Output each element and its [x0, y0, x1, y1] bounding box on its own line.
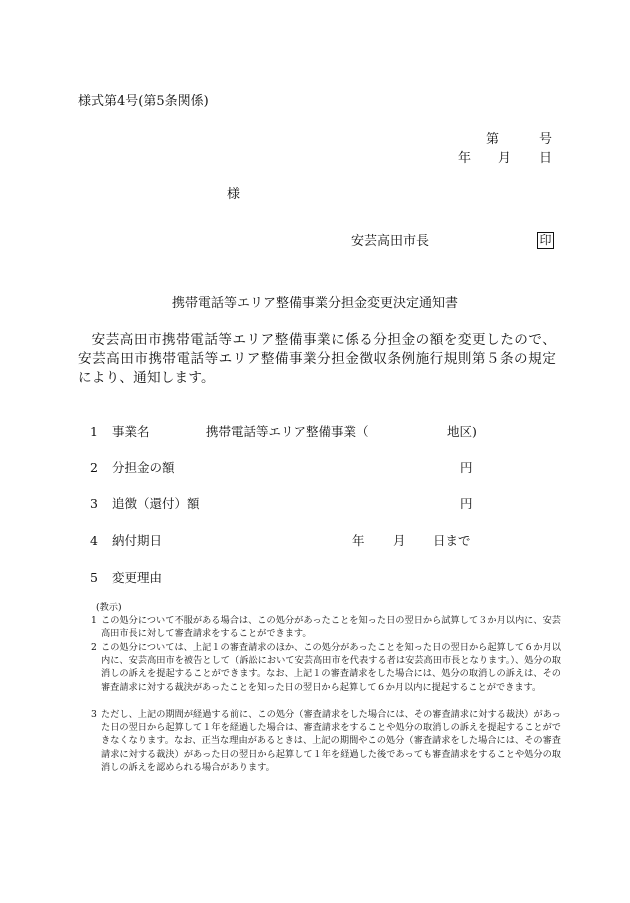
note-item [91, 641, 561, 694]
note-number: 3 [91, 709, 97, 720]
note-text: この処分については、上記１の審査請求のほか、この処分があったことを知った日の翌日から起算して６か月以内に、安芸高田市を被告として（訴訟において安芸高田市を代表する者は安芸高田市長となります。）、処分の取消しの訴えを提起することができます。なお、上記１の審査請求をした場合には、処分の取消しの訴えは、その審査請求に対する裁決があったことを知った日の翌日から起算して６か月以内に提起することができます。 [101, 642, 561, 693]
note-number: 1 [91, 615, 97, 626]
item-number: 3 [90, 496, 98, 511]
item-number: 4 [90, 533, 98, 548]
item-value: 携帯電話等エリア整備事業（ [206, 424, 369, 439]
note-item [91, 708, 561, 774]
date-year-label: 年 [458, 151, 472, 166]
item-suffix: 地区) [447, 424, 477, 439]
due-day-label: 日まで [433, 533, 471, 548]
item-number: 1 [90, 424, 98, 439]
body-paragraph: 安芸高田市携帯電話等エリア整備事業に係る分担金の額を変更したので、安芸高田市携帯電話等エリア整備事業分担金徴収条例施行規則第５条の規定により、通知します。 [78, 332, 556, 386]
document-number-prefix: 第 [486, 132, 500, 147]
item-label: 変更理由 [112, 570, 163, 585]
date-month-label: 月 [498, 151, 512, 166]
document-title: 携帯電話等エリア整備事業分担金変更決定通知書 [171, 296, 458, 311]
item-number: 2 [90, 460, 98, 475]
seal-mark: 印 [537, 232, 554, 249]
item-number: 5 [90, 570, 98, 585]
form-number: 様式第4号(第5条関係) [78, 94, 209, 109]
notes-heading: (教示) [96, 602, 122, 613]
item-label: 分担金の額 [112, 460, 175, 475]
note-number: 2 [91, 642, 97, 653]
document-number-suffix: 号 [538, 132, 552, 147]
note-item [91, 614, 561, 640]
item-label: 追徴（還付）額 [112, 496, 200, 511]
item-label: 事業名 [112, 424, 150, 439]
issuer-name: 安芸高田市長 [351, 234, 430, 249]
date-day-label: 日 [539, 151, 553, 166]
item-unit: 円 [460, 460, 473, 475]
note-text: ただし、上記の期間が経過する前に、この処分（審査請求をした場合には、その審査請求に対する裁決）があった日の翌日から起算して１年を経過した場合は、審査請求をすることや処分の取消しの訴えを提起することができなくなります。なお、正当な理由があるときは、上記の期間やこの処分（審査請求をした場合には、その審査請求に対する裁決）があった日の翌日から起算して１年を経過した後であっても審査請求をすることや処分の取消しの訴えを認められる場合があります。 [101, 709, 561, 773]
item-label: 納付期日 [112, 533, 163, 548]
item-unit: 円 [460, 496, 473, 511]
due-month-label: 月 [393, 533, 406, 548]
addressee-suffix: 様 [227, 187, 241, 202]
due-year-label: 年 [352, 533, 365, 548]
note-text: この処分について不服がある場合は、この処分があったことを知った日の翌日から試算して３か月以内に、安芸高田市長に対して審査請求をすることができます。 [101, 615, 561, 640]
